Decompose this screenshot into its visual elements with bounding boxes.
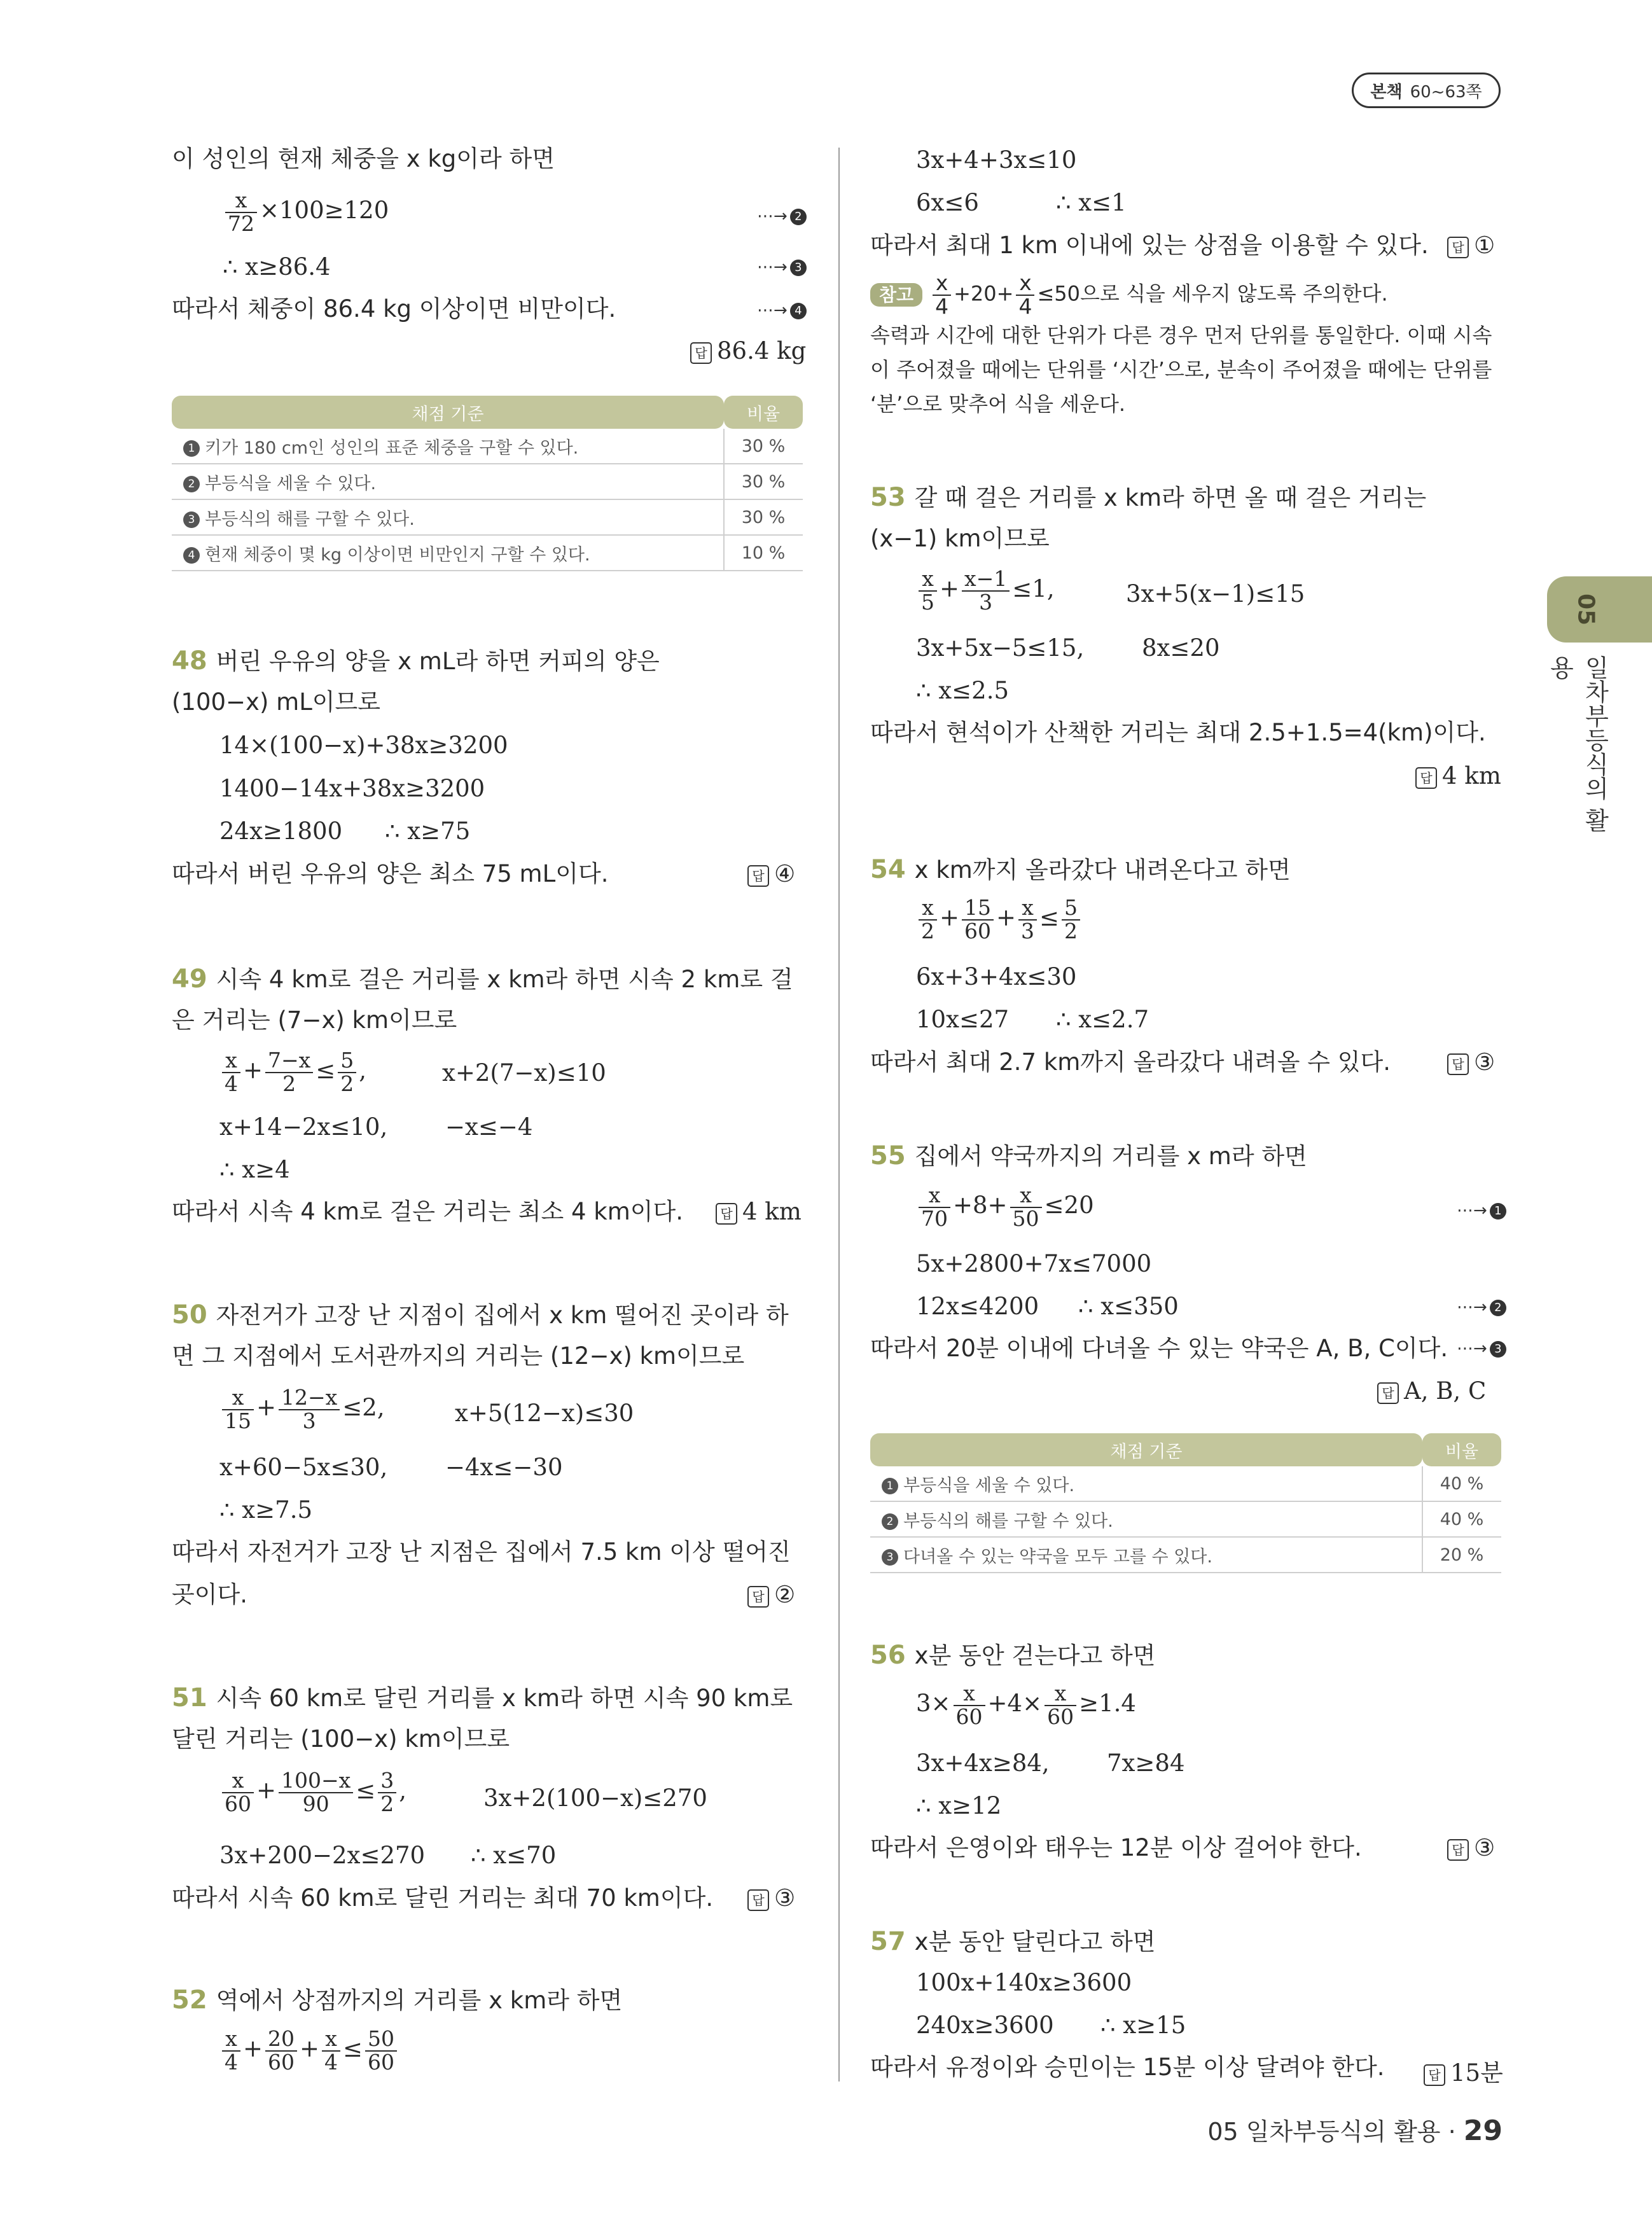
problem-54-conclusion: 따라서 최대 2.7 km까지 올라갔다 내려올 수 있다.: [870, 1048, 1391, 1076]
problem-49-eq3: ∴ x≥4: [219, 1156, 290, 1183]
scoring-table-47: 채점 기준 비율 1 키가 180 cm인 성인의 표준 체중을 구할 수 있다. 30 % 2 부등식을 세울 수 있다. 30 % 3 부등식의 해를 구할 수 있다. 30 % 4 현재 체중이 몇 kg 이상이면 비만인지 구할 수 있다. 10 %: [172, 396, 803, 571]
problem-48-eq3b: ∴ x≥75: [385, 817, 471, 845]
answer-50: 답 ②: [747, 1581, 795, 1608]
problem-57-conclusion: 따라서 유정이와 승민이는 15분 이상 달려야 한다.: [870, 2054, 1385, 2081]
problem-47-eq2: ∴ x≥86.4: [223, 253, 331, 281]
problem-49-eq1b: x+2(7−x)≤10: [442, 1059, 606, 1087]
answer-47: 답 86.4 kg: [690, 337, 806, 365]
step-mark-1: ⋯→ 1: [1457, 1201, 1506, 1220]
problem-55-text: 55 집에서 약국까지의 거리를 x m라 하면: [870, 1141, 1307, 1171]
problem-51-text2: 달린 거리는 (100−x) km이므로: [172, 1725, 510, 1753]
problem-53-eq2: 3x+5x−5≤15,: [916, 634, 1085, 662]
problem-50-conclusion2: 곳이다.: [172, 1581, 247, 1608]
problem-49-eq2b: −x≤−4: [445, 1113, 533, 1141]
chapter-tab: 05: [1547, 576, 1652, 643]
problem-49-text2: 은 거리는 (7−x) km이므로: [172, 1006, 457, 1034]
problem-48-eq2: 1400−14x+38x≥3200: [219, 775, 485, 802]
problem-50-eq1: $\frac{x}{15}$ + $\frac{12-x}{3}$ ≤2,: [219, 1387, 385, 1432]
problem-54-eq1: $\frac{x}{2}$ + $\frac{15}{60}$ + $\frac{x}{3}$ ≤ $\frac{5}{2}$: [916, 897, 1083, 942]
problem-55-eq3: 12x≤4200: [916, 1293, 1039, 1320]
problem-57-eq2: 240x≥3600: [916, 2012, 1054, 2039]
page-footer: 05 일차부등식의 활용 · 29: [1207, 2115, 1503, 2147]
note-line-3: 이 주어졌을 때에는 단위를 ‘시간’으로, 분속이 주어졌을 때에는 단위를: [870, 358, 1492, 382]
page-range-badge: 본책 60~63쪽: [1352, 73, 1501, 108]
problem-57-eq1: 100x+140x≥3600: [916, 1969, 1132, 1996]
problem-54-eq2: 6x+3+4x≤30: [916, 963, 1077, 990]
problem-49-conclusion: 따라서 시속 4 km로 걸은 거리는 최소 4 km이다.: [172, 1198, 683, 1225]
note-line-1: 참고 $\frac{x}{4}$ +20+ $\frac{x}{4}$ ≤50으로 식을 세우지 않도록 주의한다.: [870, 272, 1388, 317]
chapter-side-title: 일차부등식의 활용: [1546, 655, 1609, 833]
problem-52-eq1: $\frac{x}{4}$ + $\frac{20}{60}$ + $\frac{x}{4}$ ≤ $\frac{50}{60}$: [219, 2028, 399, 2073]
problem-57-eq2b: ∴ x≥15: [1100, 2012, 1186, 2039]
problem-55-eq2: 5x+2800+7x≤7000: [916, 1250, 1152, 1277]
problem-48-text: 48 버린 우유의 양을 x mL라 하면 커피의 양은: [172, 646, 660, 676]
step-mark-3b: ⋯→ 3: [1457, 1339, 1506, 1358]
problem-51-eq2: 3x+200−2x≤270: [219, 1842, 426, 1869]
problem-50-conclusion: 따라서 자전거가 고장 난 지점은 집에서 7.5 km 이상 떨어진: [172, 1538, 791, 1566]
problem-50-eq2: x+60−5x≤30,: [219, 1454, 388, 1481]
problem-56-conclusion: 따라서 은영이와 태우는 12분 이상 걸어야 한다.: [870, 1834, 1362, 1861]
problem-53-eq3: ∴ x≤2.5: [916, 677, 1010, 704]
problem-55-eq3b: ∴ x≤350: [1078, 1293, 1179, 1320]
problem-53-text: 53 갈 때 걸은 거리를 x km라 하면 올 때 걸은 거리는: [870, 483, 1427, 512]
problem-47-intro: 이 성인의 현재 체중을 x kg이라 하면: [172, 145, 555, 172]
problem-54-eq3: 10x≤27: [916, 1006, 1010, 1033]
problem-48-eq3: 24x≥1800: [219, 817, 343, 845]
problem-50-text2: 면 그 지점에서 도서관까지의 거리는 (12−x) km이므로: [172, 1342, 745, 1370]
scoring-table-55: 채점 기준 비율 1 부등식을 세울 수 있다. 40 % 2 부등식의 해를 구할 수 있다. 40 % 3 다녀올 수 있는 약국을 모두 고를 수 있다. 20 %: [870, 1433, 1501, 1573]
problem-54-text: 54 x km까지 올라갔다 내려온다고 하면: [870, 855, 1291, 884]
problem-51-conclusion: 따라서 시속 60 km로 달린 거리는 최대 70 km이다.: [172, 1884, 714, 1912]
answer-51: 답 ③: [747, 1884, 795, 1912]
problem-49-eq2: x+14−2x≤10,: [219, 1113, 388, 1141]
problem-51-eq1b: 3x+2(100−x)≤270: [483, 1784, 707, 1812]
problem-53-text2: (x−1) km이므로: [870, 525, 1050, 552]
problem-50-eq2b: −4x≤−30: [445, 1454, 563, 1481]
problem-47-conclusion: 따라서 체중이 86.4 kg 이상이면 비만이다.: [172, 295, 616, 323]
problem-53-eq2b: 8x≤20: [1142, 634, 1220, 662]
problem-55-eq1: $\frac{x}{70}$ +8+ $\frac{x}{50}$ ≤20: [916, 1185, 1094, 1230]
note-line-2: 속력과 시간에 대한 단위가 다른 경우 먼저 단위를 통일한다. 이때 시속: [870, 323, 1492, 347]
problem-54-eq3b: ∴ x≤2.7: [1056, 1006, 1149, 1033]
answer-53: 답 4 km: [1415, 762, 1501, 789]
problem-56-eq3: ∴ x≥12: [916, 1792, 1002, 1819]
problem-56-eq2b: 7x≥84: [1107, 1749, 1185, 1777]
problem-49-eq1: $\frac{x}{4}$ + $\frac{7-x}{2}$ ≤ $\frac{5}{2}$ ,: [219, 1050, 366, 1095]
problem-51-eq1: $\frac{x}{60}$ + $\frac{100-x}{90}$ ≤ $\frac{3}{2}$ ,: [219, 1770, 406, 1815]
answer-52: 답 ①: [1447, 232, 1495, 259]
problem-56-text: 56 x분 동안 걷는다고 하면: [870, 1641, 1156, 1670]
problem-52-conclusion: 따라서 최대 1 km 이내에 있는 상점을 이용할 수 있다.: [870, 232, 1429, 259]
answer-55: 답 A, B, C: [1377, 1377, 1486, 1405]
answer-49: 답 4 km: [716, 1198, 802, 1225]
column-divider: [838, 148, 840, 2082]
problem-56-eq2: 3x+4x≥84,: [916, 1749, 1050, 1777]
answer-57: 답 15분: [1424, 2054, 1503, 2088]
problem-48-eq1: 14×(100−x)+38x≥3200: [219, 732, 508, 759]
answer-54: 답 ③: [1447, 1048, 1495, 1076]
problem-50-text: 50 자전거가 고장 난 지점이 집에서 x km 떨어진 곳이라 하: [172, 1300, 789, 1330]
problem-47-eq1: $\frac{x}{72}$ ×100≥120: [223, 190, 389, 235]
problem-51-eq2b: ∴ x≤70: [471, 1842, 557, 1869]
problem-50-eq3: ∴ x≥7.5: [219, 1496, 313, 1524]
problem-48-text2: (100−x) mL이므로: [172, 688, 381, 716]
problem-53-eq1: $\frac{x}{5}$ + $\frac{x-1}{3}$ ≤1,: [916, 568, 1055, 613]
step-mark-4: ⋯→ 4: [757, 301, 807, 320]
answer-56: 답 ③: [1447, 1834, 1495, 1861]
note-line-4: ‘분’으로 맞추어 식을 세운다.: [870, 392, 1126, 416]
problem-53-eq1b: 3x+5(x−1)≤15: [1126, 580, 1305, 608]
step-mark-3: ⋯→ 3: [757, 258, 807, 277]
problem-52-eq3: 6x≤6: [916, 189, 979, 216]
step-mark-2b: ⋯→ 2: [1457, 1298, 1506, 1317]
problem-52-eq3b: ∴ x≤1: [1056, 189, 1127, 216]
problem-48-conclusion: 따라서 버린 우유의 양은 최소 75 mL이다.: [172, 860, 609, 887]
problem-51-text: 51 시속 60 km로 달린 거리를 x km라 하면 시속 90 km로: [172, 1683, 793, 1713]
problem-52-eq2: 3x+4+3x≤10: [916, 146, 1077, 174]
problem-53-conclusion: 따라서 현석이가 산책한 거리는 최대 2.5+1.5=4(km)이다.: [870, 719, 1486, 746]
problem-52-text: 52 역에서 상점까지의 거리를 x km라 하면: [172, 1985, 623, 2015]
problem-50-eq1b: x+5(12−x)≤30: [455, 1400, 634, 1427]
page-number: 29: [1463, 2115, 1503, 2147]
problem-57-text: 57 x분 동안 달린다고 하면: [870, 1927, 1156, 1956]
answer-48: 답 ④: [747, 860, 795, 887]
problem-49-text: 49 시속 4 km로 걸은 거리를 x km라 하면 시속 2 km로 걸: [172, 964, 793, 994]
step-mark-2: ⋯→ 2: [757, 207, 807, 226]
problem-55-conclusion: 따라서 20분 이내에 다녀올 수 있는 약국은 A, B, C이다.: [870, 1335, 1448, 1362]
problem-56-eq1: 3× $\frac{x}{60}$ +4× $\frac{x}{60}$ ≥1.4: [916, 1681, 1136, 1729]
